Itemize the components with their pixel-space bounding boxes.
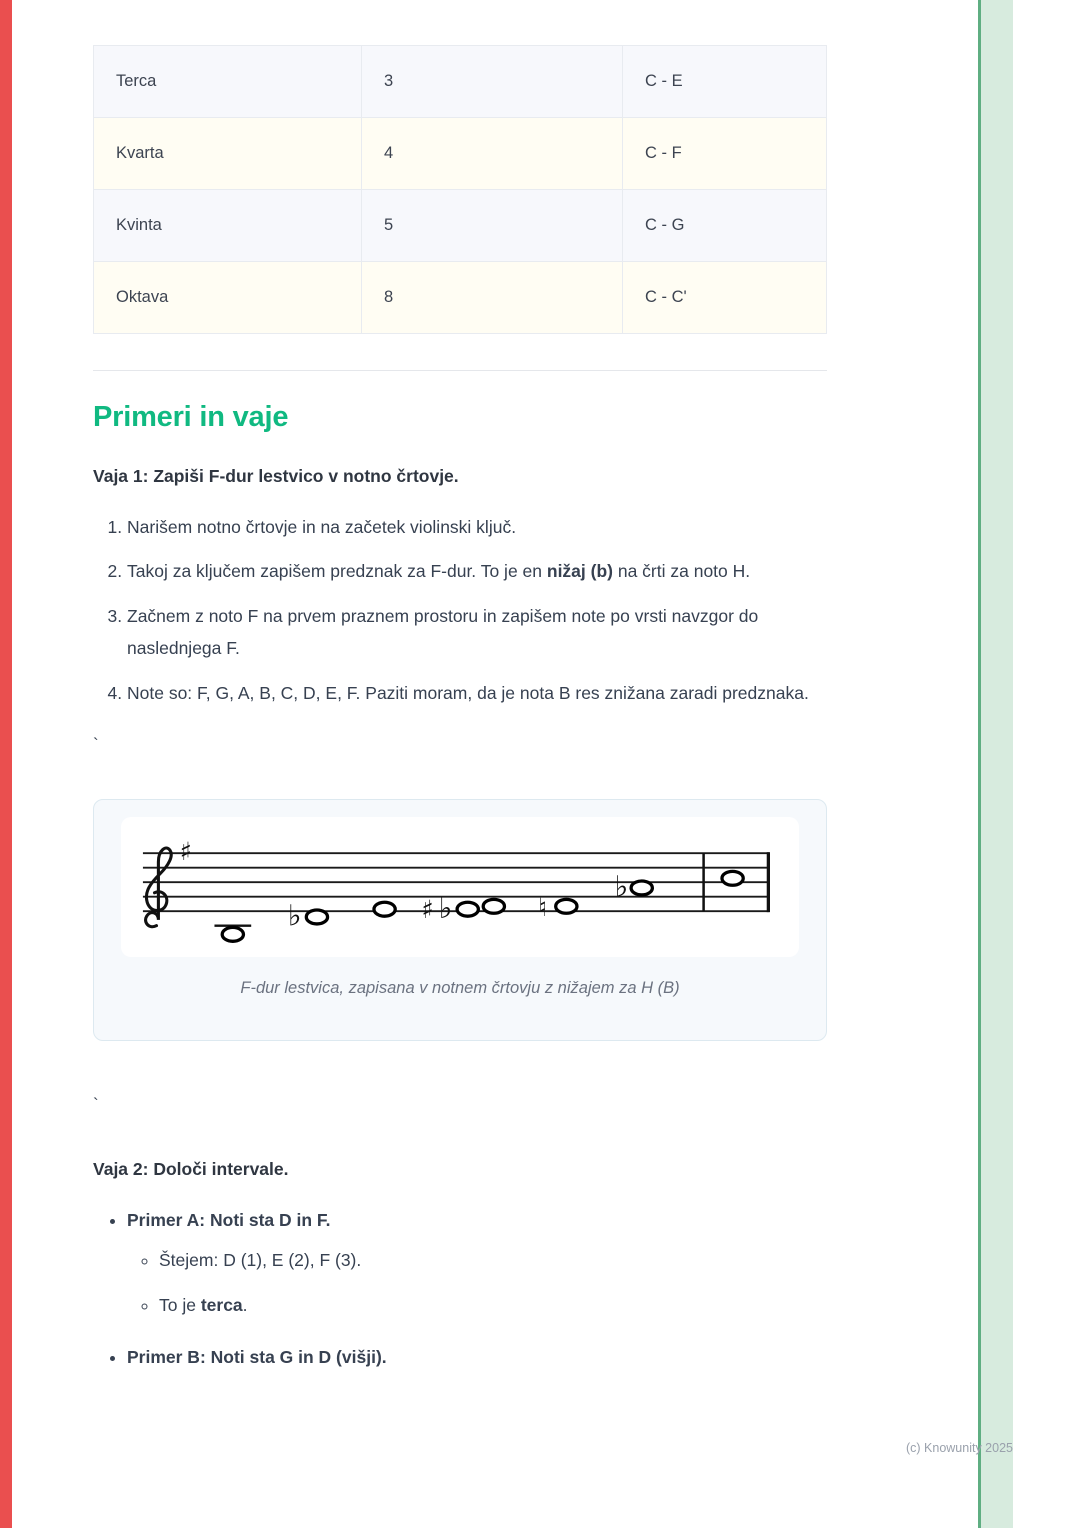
vaja1-title: Vaja 1: Zapiši F-dur lestvico v notno črtovje. [93, 466, 459, 486]
natural-icon: ♮ [538, 892, 548, 922]
cell-interval-example: C - G [623, 190, 827, 262]
sub-steps-list [127, 1246, 827, 1322]
flat-icon: ♭ [438, 890, 453, 925]
sub-step-item [159, 1246, 827, 1276]
staff-lines [143, 853, 769, 911]
whole-note [457, 902, 478, 916]
whole-note [306, 910, 327, 924]
step-text: Narišem notno črtovje in na začetek violinski ključ. [127, 517, 517, 537]
step-item [127, 677, 827, 709]
step-text: Takoj za ključem zapišem predznak za F-dur. To je en [127, 561, 547, 582]
sub-step-item [159, 1291, 827, 1321]
right-accent-stripe [978, 0, 1013, 1528]
step-text: Note so: F, G, A, B, C, D, E, F. Paziti moram, da je nota B res znižana zaradi predznaka. [127, 682, 809, 703]
sub-step-text-bold: terca [200, 1295, 243, 1316]
document-content [93, 0, 827, 1395]
flat-icon: ♭ [287, 898, 302, 933]
whole-note [631, 881, 652, 895]
step-item [127, 600, 827, 665]
sub-step-text: . [242, 1295, 248, 1316]
figure-caption: F-dur lestvica, zapisana v notnem črtovju z nižajem za H (B) [240, 978, 680, 997]
cell-interval-name: Terca [94, 46, 362, 118]
whole-note [722, 871, 743, 885]
whole-note [222, 927, 243, 941]
sub-step-text: To je [159, 1295, 201, 1316]
sharp-icon: ♯ [421, 894, 434, 924]
content-divider [93, 370, 827, 371]
step-text-bold: nižaj (b) [546, 561, 613, 582]
step-item [127, 511, 827, 543]
cell-interval-name: Kvinta [94, 190, 362, 262]
table-row [94, 46, 827, 118]
staff-svg [130, 829, 790, 945]
cell-interval-size: 4 [362, 118, 623, 190]
treble-clef-icon [146, 848, 172, 927]
primer-a-title: Primer A: Noti sta D in F. [127, 1209, 331, 1230]
table-row [94, 118, 827, 190]
step-text: Začnem z noto F na prvem praznem prostoru in zapišem note po vrsti navzgor do naslednjega F. [127, 605, 759, 659]
copyright-text: (c) Knowunity 2025 [905, 1441, 1013, 1455]
steps-list [93, 511, 827, 709]
left-accent-stripe [0, 0, 12, 1528]
vaja2-title: Vaja 2: Določi intervale. [93, 1158, 289, 1179]
examples-list [93, 1206, 827, 1373]
primer-b-item [127, 1343, 827, 1373]
cell-interval-name: Kvarta [94, 118, 362, 190]
whole-note [374, 902, 395, 916]
primer-a-item [127, 1206, 827, 1321]
figure-card [93, 799, 827, 1041]
table-row [94, 262, 827, 334]
intervals-table [93, 45, 827, 334]
sub-step-text: Štejem: D (1), E (2), F (3). [159, 1249, 362, 1270]
stray-backtick: ` [93, 1094, 99, 1114]
cell-interval-example: C - C' [623, 262, 827, 334]
whole-note [483, 899, 504, 913]
step-item [127, 555, 827, 587]
table-row [94, 190, 827, 262]
stray-backtick: ` [93, 734, 99, 754]
cell-interval-size: 3 [362, 46, 623, 118]
whole-note [556, 899, 577, 913]
primer-b-title: Primer B: Noti sta G in D (višji). [127, 1347, 387, 1368]
section-heading: Primeri in vaje [93, 401, 289, 433]
flat-icon: ♭ [614, 869, 629, 904]
cell-interval-size: 5 [362, 190, 623, 262]
sharp-icon: ♯ [179, 836, 192, 866]
cell-interval-example: C - E [623, 46, 827, 118]
cell-interval-example: C - F [623, 118, 827, 190]
cell-interval-size: 8 [362, 262, 623, 334]
step-text: na črti za noto H. [612, 561, 751, 582]
cell-interval-name: Oktava [94, 262, 362, 334]
staff-notation-image [121, 817, 799, 957]
